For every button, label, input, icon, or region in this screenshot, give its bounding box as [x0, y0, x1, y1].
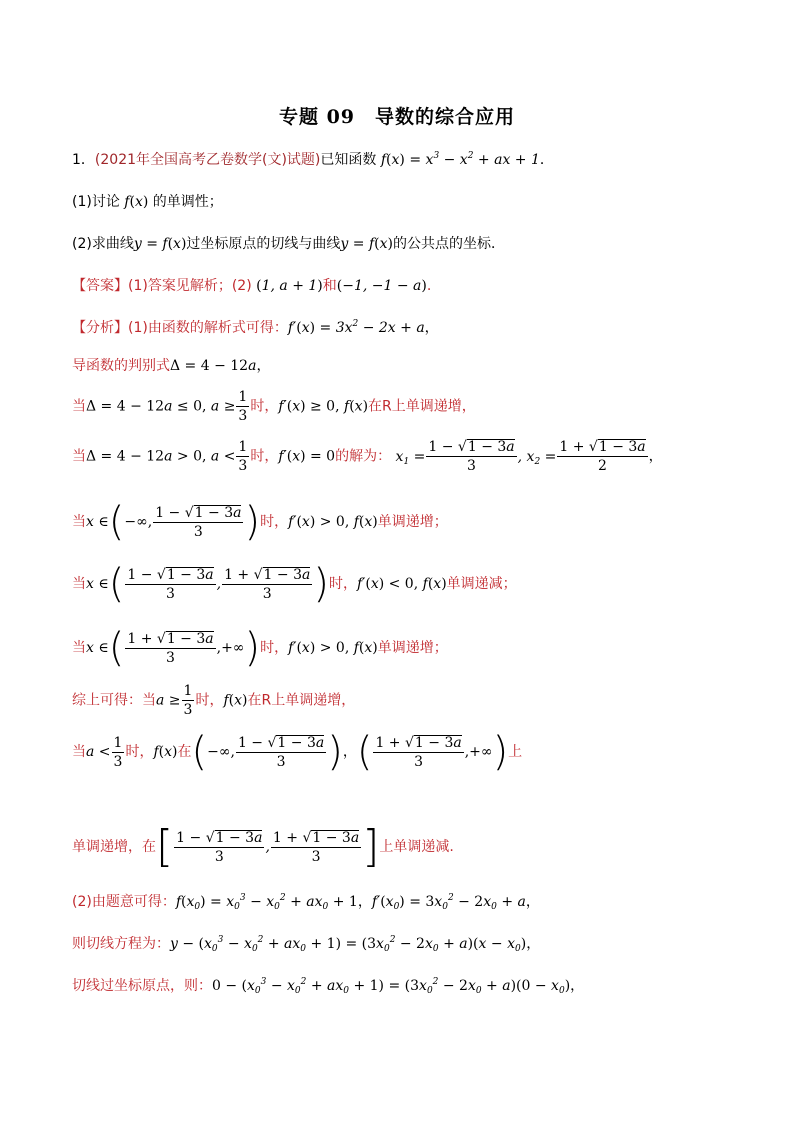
analysis-part2-line-3: 切线过坐标原点，则：$0 - (x_0^3 - x_0^2 + ax_0 + 1) = (3x_0^2 - 2x_0 + a)(0 - x_0)$， — [72, 977, 585, 996]
analysis-summary-3: 单调递增，在[ $\frac{1 - √1 - 3a}{3}$ , $\frac{1 + √1 - 3a}{3}$ ]上单调递减. — [72, 821, 454, 872]
analysis-summary-2: 当a < $\frac{1}{3}$ 时，f(x)在(−∞, $\frac{1 - √1 - 3a}{3}$ )，( $\frac{1 + √1 - 3a}{3}$ ,+∞)上 — [72, 729, 523, 775]
analysis-line-1: 【分析】(1)由函数的解析式可得：$f'(x) = 3x^2 - 2x + a$， — [72, 319, 439, 336]
analysis-part2-line-2: 则切线方程为：$y - (x_0^3 - x_0^2 + ax_0 + 1) = (3x_0^2 - 2x_0 + a)(x - x_0)$， — [72, 935, 541, 954]
analysis-tag: 【分析】 — [72, 320, 128, 336]
analysis-summary-1: 综上可得：当a ≥ $\frac{1}{3}$ 时，f(x)在R上单调递增， — [72, 683, 356, 718]
answer-line: 【答案】(1)答案见解析；(2) (1, a + 1)和(−1, −1 − a). — [72, 278, 432, 294]
answer-tag: 【答案】 — [72, 278, 128, 294]
question-1-stem: 1．(2021年全国高考乙卷数学(文)试题)已知函数 $f(x) = x^3 - x^2$ + ax + 1． — [72, 151, 554, 168]
analysis-line-3: 当Δ = 4 − 12a ≤ 0, a ≥ $\frac{1}{3}$ 时，f′(x) ≥ 0, f(x)在R上单调递增， — [72, 389, 476, 424]
analysis-line-6: 当x ∈( $\frac{1 - √1 - 3a}{3}$ , $\frac{1 + √1 - 3a}{3}$ )时，f′(x) < 0, f(x)单调递减； — [72, 561, 517, 607]
function-definition: $f(x) = x^3 - x^2$ + ax + 1 — [376, 151, 540, 168]
analysis-part2-line-1: (2)由题意可得：$f(x_0) = x_0^3 - x_0^2 + ax_0 + 1$，$f'(x_0) = 3x_0^2 - 2x_0 + a$， — [72, 893, 540, 912]
analysis-line-4: 当Δ = 4 − 12a > 0, a < $\frac{1}{3}$ 时，f′(x) = 0的解为： $x_1$ = $\frac{1 - √1 - 3a}{3}$ , $x_2$ = $\frac{1 + √1 - 3a}{2}$ ， — [72, 439, 663, 474]
page-title: 专题 09 导数的综合应用 — [278, 106, 516, 128]
question-part-1: (1)讨论 f(x) 的单调性； — [72, 194, 223, 210]
analysis-line-7: 当x ∈( $\frac{1 + √1 - 3a}{3}$ ,+∞)时，f′(x) > 0, f(x)单调递增； — [72, 625, 448, 671]
analysis-line-2: 导函数的判别式Δ = 4 − 12a， — [72, 358, 271, 374]
question-part-2: (2)求曲线y = f(x)过坐标原点的切线与曲线y = f(x)的公共点的坐标． — [72, 236, 505, 252]
question-source: (2021年全国高考乙卷数学(文)试题) — [94, 152, 321, 168]
analysis-line-5: 当x ∈(−∞, $\frac{1 - √1 - 3a}{3}$ )时，f′(x) > 0, f(x)单调递增； — [72, 499, 448, 545]
